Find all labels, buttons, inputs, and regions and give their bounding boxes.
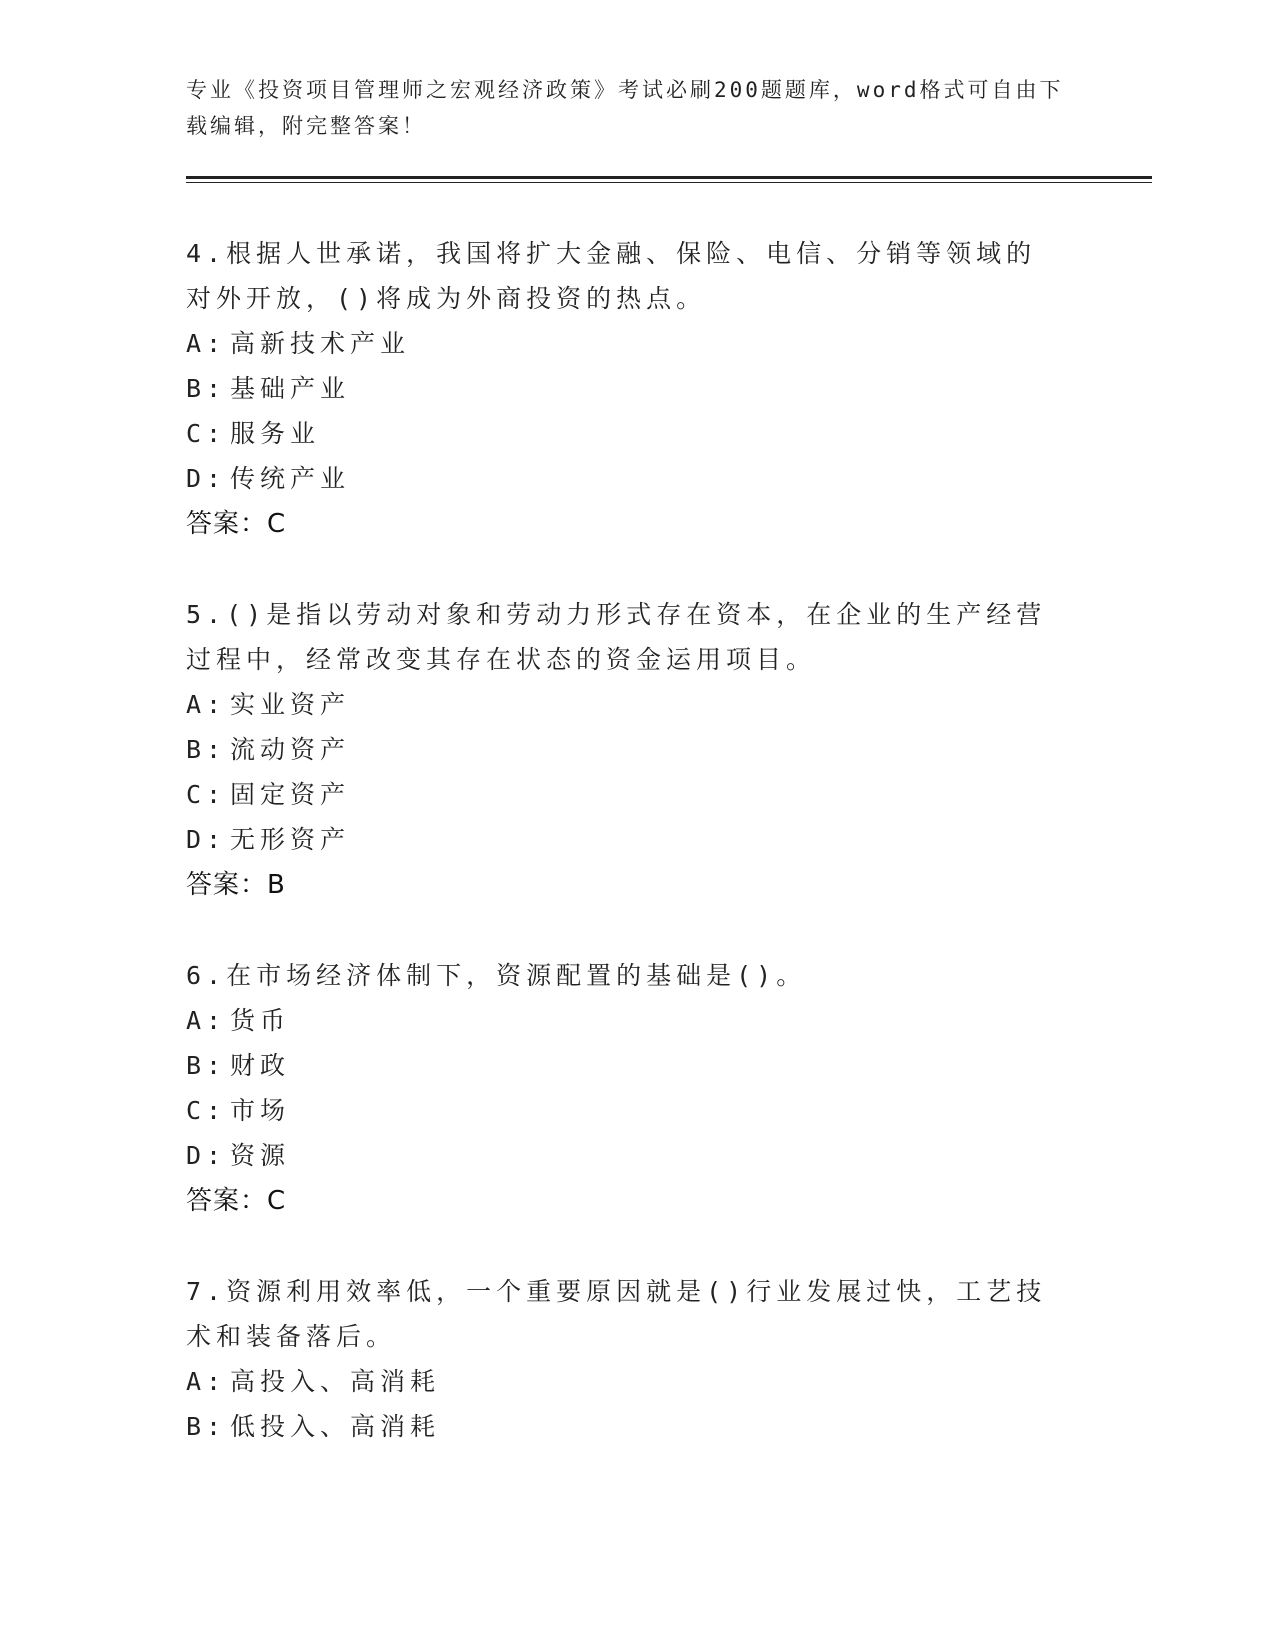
option-key: A: [186, 329, 227, 358]
option-key: C: [186, 780, 227, 809]
option-b [186, 1404, 1066, 1449]
document-intro: 专业《投资项目管理师之宏观经济政策》考试必刷200题题库，word格式可自由下载编辑，附完整答案！ [186, 78, 1064, 138]
option-label: 市场 [230, 1096, 291, 1125]
option-key: A: [186, 1006, 227, 1035]
option-a [186, 998, 1066, 1043]
option-label: 财政 [230, 1051, 291, 1080]
option-key: B: [186, 1412, 227, 1441]
option-key: A: [186, 1367, 227, 1396]
option-label: 高新技术产业 [230, 329, 411, 358]
question-5 [186, 592, 1066, 908]
option-label: 货币 [230, 1006, 291, 1035]
option-c [186, 772, 1066, 817]
option-key: B: [186, 735, 227, 764]
option-key: D: [186, 825, 227, 854]
option-d [186, 1133, 1066, 1178]
question-7 [186, 1269, 1066, 1449]
question-text: 4.根据人世承诺，我国将扩大金融、保险、电信、分销等领域的对外开放，()将成为外商投资的热点。 [186, 239, 1037, 313]
option-label: 实业资产 [230, 690, 351, 719]
option-label: 资源 [230, 1141, 291, 1170]
option-a [186, 321, 1066, 366]
option-a [186, 682, 1066, 727]
option-a [186, 1359, 1066, 1404]
option-label: 流动资产 [230, 735, 351, 764]
question-text: 7.资源利用效率低，一个重要原因就是()行业发展过快，工艺技术和装备落后。 [186, 1277, 1047, 1351]
header-divider-thin [186, 182, 1152, 183]
option-label: 无形资产 [230, 825, 351, 854]
option-key: B: [186, 1051, 227, 1080]
answer-line: 答案：C [186, 509, 287, 539]
option-key: A: [186, 690, 227, 719]
option-key: B: [186, 374, 227, 403]
question-text: 5.()是指以劳动对象和劳动力形式存在资本，在企业的生产经营过程中，经常改变其存在状态的资金运用项目。 [186, 600, 1047, 674]
option-c [186, 1088, 1066, 1133]
option-label: 固定资产 [230, 780, 351, 809]
option-label: 基础产业 [230, 374, 351, 403]
option-label: 服务业 [230, 419, 321, 448]
option-label: 传统产业 [230, 464, 351, 493]
question-4 [186, 231, 1066, 547]
option-d [186, 817, 1066, 862]
option-b [186, 366, 1066, 411]
question-6 [186, 953, 1066, 1224]
question-list [186, 231, 1066, 1449]
option-label: 高投入、高消耗 [230, 1367, 441, 1396]
answer-line: 答案：C [186, 1186, 287, 1216]
option-key: C: [186, 419, 227, 448]
option-label: 低投入、高消耗 [230, 1412, 441, 1441]
option-key: D: [186, 1141, 227, 1170]
answer-line: 答案：B [186, 870, 286, 900]
option-b [186, 727, 1066, 772]
option-d [186, 456, 1066, 501]
option-b [186, 1043, 1066, 1088]
header-divider-thick [186, 176, 1152, 179]
option-key: C: [186, 1096, 227, 1125]
option-c [186, 411, 1066, 456]
question-text: 6.在市场经济体制下，资源配置的基础是()。 [186, 961, 807, 990]
option-key: D: [186, 464, 227, 493]
